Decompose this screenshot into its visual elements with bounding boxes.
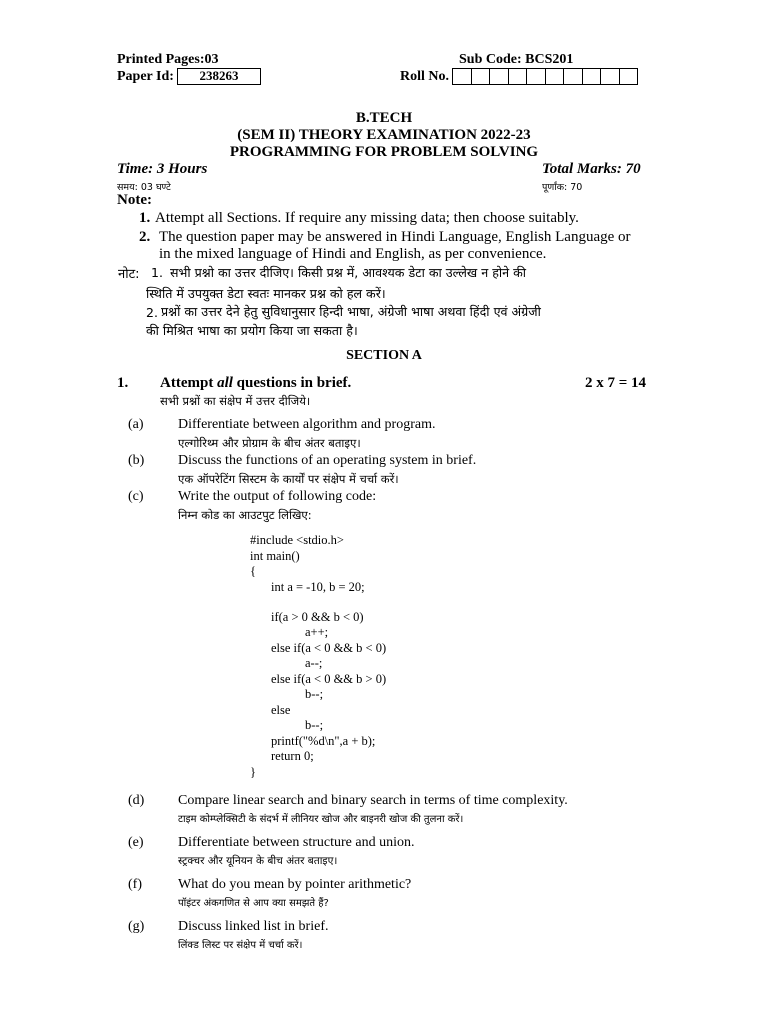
instruction-emphasis: all bbox=[217, 375, 233, 391]
roll-cell bbox=[471, 68, 491, 85]
question-1-marks: 2 x 7 = 14 bbox=[585, 375, 647, 391]
section-a-title: SECTION A bbox=[346, 348, 422, 363]
roll-cell bbox=[526, 68, 546, 85]
question-c-text: Write the output of following code: bbox=[178, 489, 377, 504]
roll-cell bbox=[489, 68, 509, 85]
subject-title: PROGRAMMING FOR PROBLEM SOLVING bbox=[229, 144, 539, 160]
hindi-note-2-line-1: प्रश्नों का उत्तर देने हेतु सुविधानुसार हिन्दी भाषा, अंग्रेजी भाषा अथवा हिंदी एवं अंग्रेजी bbox=[161, 304, 541, 319]
code-line: else if(a < 0 && b > 0) bbox=[271, 672, 387, 686]
exam-title: (SEM II) THEORY EXAMINATION 2022-23 bbox=[237, 127, 531, 143]
roll-no-boxes bbox=[452, 68, 638, 85]
note-item-2-line-2: in the mixed language of Hindi and English, as per convenience. bbox=[159, 246, 547, 262]
code-line: a--; bbox=[305, 656, 323, 670]
paper-id-box bbox=[177, 68, 261, 85]
question-b-label: (b) bbox=[128, 453, 145, 468]
hindi-note-2-line-2: की मिश्रित भाषा का प्रयोग किया जा सकता है। bbox=[146, 323, 358, 338]
code-line: b--; bbox=[305, 718, 324, 732]
note-item-2-line-1: The question paper may be answered in Hindi Language, English Language or bbox=[159, 229, 631, 245]
instruction-pre: Attempt bbox=[160, 375, 218, 391]
code-line: } bbox=[250, 765, 256, 779]
roll-cell bbox=[563, 68, 583, 85]
code-line: else bbox=[271, 703, 291, 717]
code-line: else if(a < 0 && b < 0) bbox=[271, 641, 387, 655]
roll-cell bbox=[600, 68, 620, 85]
roll-no-label: Roll No. bbox=[400, 69, 449, 84]
code-line: if(a > 0 && b < 0) bbox=[271, 610, 364, 624]
question-e-hindi: स्ट्रक्चर और यूनियन के बीच अंतर बताइए। bbox=[178, 855, 338, 867]
marks-hindi: पूर्णांक: 70 bbox=[542, 182, 583, 193]
note-item-1-number: 1. bbox=[139, 210, 151, 226]
code-line: { bbox=[250, 564, 256, 578]
total-marks: Total Marks: 70 bbox=[542, 161, 641, 177]
code-line: return 0; bbox=[271, 749, 314, 763]
sub-code: Sub Code: BCS201 bbox=[459, 52, 574, 67]
question-a-label: (a) bbox=[128, 417, 144, 432]
hindi-note-1-line-2: स्थिति में उपयुक्त डेटा स्वतः मानकर प्रश्न को हल करें। bbox=[146, 286, 386, 301]
roll-cell bbox=[545, 68, 565, 85]
question-g-text: Discuss linked list in brief. bbox=[178, 919, 329, 934]
code-line: #include <stdio.h> bbox=[250, 533, 344, 547]
hindi-note-2-number: 2. bbox=[146, 305, 158, 320]
degree-title: B.TECH bbox=[355, 110, 413, 126]
question-g-label: (g) bbox=[128, 919, 145, 934]
paper-id-label: Paper Id: bbox=[117, 69, 174, 84]
question-1-hindi: सभी प्रश्नों का संक्षेप में उत्तर दीजिये। bbox=[160, 394, 311, 408]
question-f-hindi: पॉइंटर अंकगणित से आप क्या समझते हैं? bbox=[178, 898, 329, 909]
time-hindi: समय: 03 घण्टे bbox=[117, 182, 171, 193]
question-e-label: (e) bbox=[128, 835, 144, 850]
code-line: int main() bbox=[250, 549, 300, 563]
question-d-hindi: टाइम कोम्प्लेक्सिटी के संदर्भ में लीनियर खोज और बाइनरी खोज की तुलना करें। bbox=[178, 814, 464, 825]
hindi-note-1-line-1: सभी प्रश्नो का उत्तर दीजिए। किसी प्रश्न में, आवश्यक डेटा का उल्लेख न होने की bbox=[170, 265, 527, 280]
note-heading: Note: bbox=[117, 192, 152, 208]
time-label: Time: 3 Hours bbox=[117, 161, 208, 177]
question-f-text: What do you mean by pointer arithmetic? bbox=[178, 877, 412, 892]
question-d-label: (d) bbox=[128, 793, 145, 808]
instruction-post: questions in brief. bbox=[232, 375, 352, 391]
question-d-text: Compare linear search and binary search in terms of time complexity. bbox=[178, 793, 568, 808]
question-1-instruction bbox=[160, 375, 351, 392]
question-f-label: (f) bbox=[128, 877, 142, 892]
question-e-text: Differentiate between structure and union. bbox=[178, 835, 415, 850]
code-line: b--; bbox=[305, 687, 324, 701]
code-line: a++; bbox=[305, 625, 329, 639]
question-g-hindi: लिंक्ड लिस्ट पर संक्षेप में चर्चा करें। bbox=[178, 940, 303, 951]
hindi-note-1-number: 1. bbox=[151, 265, 163, 280]
code-line: int a = -10, b = 20; bbox=[271, 580, 365, 594]
paper-id-value: 238263 bbox=[199, 68, 239, 83]
hindi-note-heading: नोट: bbox=[118, 267, 140, 282]
note-item-2-number: 2. bbox=[139, 229, 151, 245]
code-line: printf("%d\n",a + b); bbox=[271, 734, 376, 748]
question-a-hindi: एल्गोरिथ्म और प्रोग्राम के बीच अंतर बताइए। bbox=[178, 436, 361, 450]
printed-pages: Printed Pages:03 bbox=[117, 52, 219, 67]
roll-cell bbox=[582, 68, 602, 85]
roll-cell bbox=[619, 68, 639, 85]
roll-cell bbox=[452, 68, 472, 85]
note-item-1: Attempt all Sections. If require any missing data; then choose suitably. bbox=[155, 210, 579, 226]
roll-cell bbox=[508, 68, 528, 85]
question-c-hindi: निम्न कोड का आउटपुट लिखिए: bbox=[178, 508, 312, 522]
question-1-number: 1. bbox=[117, 375, 129, 391]
question-a-text: Differentiate between algorithm and program. bbox=[178, 417, 436, 432]
question-b-hindi: एक ऑपरेटिंग सिस्टम के कार्यों पर संक्षेप में चर्चा करें। bbox=[178, 472, 399, 486]
question-c-label: (c) bbox=[128, 489, 144, 504]
question-b-text: Discuss the functions of an operating system in brief. bbox=[178, 453, 477, 468]
